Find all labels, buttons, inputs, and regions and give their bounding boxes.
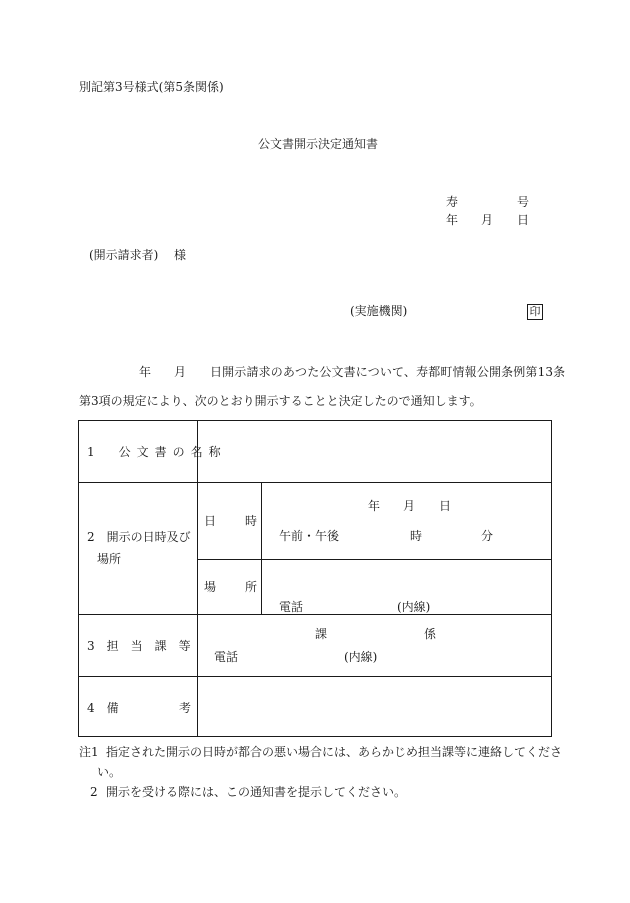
place-phone: 電話 [279,600,304,614]
body-year: 年 [139,365,152,379]
date-day: 日 [517,213,530,227]
note1-prefix: 注1 [79,745,99,759]
date-year: 年 [446,213,459,227]
note1-text: 指定された開示の日時が都合の悪い場合には、あらかじめ担当課等に連絡してくださ [106,745,563,759]
ref-go: 号 [517,195,530,209]
datetime-minute: 分 [481,529,494,543]
recipient-honorific: 様 [174,248,187,262]
row2-label-line2: 場所 [97,552,122,566]
row3-label: 3 担 当 課 等 [87,639,191,653]
date-month: 月 [481,213,494,227]
place-label-sho: 所 [245,580,258,594]
row3-subsection: 係 [424,627,437,641]
form-id: 別記第3号様式(第5条関係) [79,80,224,94]
note2-prefix: 2 [90,785,98,799]
document-title: 公文書開示決定通知書 [258,137,379,151]
datetime-hour: 時 [410,529,423,543]
datetime-year: 年 [368,499,381,513]
place-label-ba: 場 [204,580,217,594]
datetime-label-nichi: 日 [204,514,217,528]
body-line2: 第3項の規定により、次のとおり開示することと決定したので通知します。 [79,394,482,408]
row3-extension: (内線) [344,650,378,664]
note2-text: 開示を受ける際には、この通知書を提示してください。 [106,785,407,799]
row-divider [79,482,551,483]
row-divider [79,676,551,677]
column-divider [197,421,198,736]
row4-label-right: 考 [179,701,192,715]
recipient-name: (開示請求者) [89,248,159,262]
note1-continuation: い。 [97,765,122,779]
row1-label: 1 公文書の名称 [87,445,227,459]
issuer-name: (実施機関) [350,304,408,318]
row-divider [79,614,551,615]
row3-phone: 電話 [214,650,239,664]
datetime-label-ji: 時 [245,514,258,528]
column-divider [261,482,262,614]
body-month: 月 [174,365,187,379]
datetime-month: 月 [403,499,416,513]
row3-section: 課 [315,627,328,641]
disclosure-table [78,420,552,737]
datetime-ampm: 午前・午後 [279,529,340,543]
seal-mark: 印 [527,304,543,320]
ref-kotobuki: 寿 [446,195,459,209]
place-extension: (内線) [397,600,431,614]
row-divider [197,559,551,560]
row4-label-left: 4 備 [87,701,119,715]
body-line1: 日開示請求のあつた公文書について、寿都町情報公開条例第13条 [210,365,566,379]
row2-label-line1: 2 開示の日時及び [87,530,191,544]
datetime-day: 日 [439,499,452,513]
